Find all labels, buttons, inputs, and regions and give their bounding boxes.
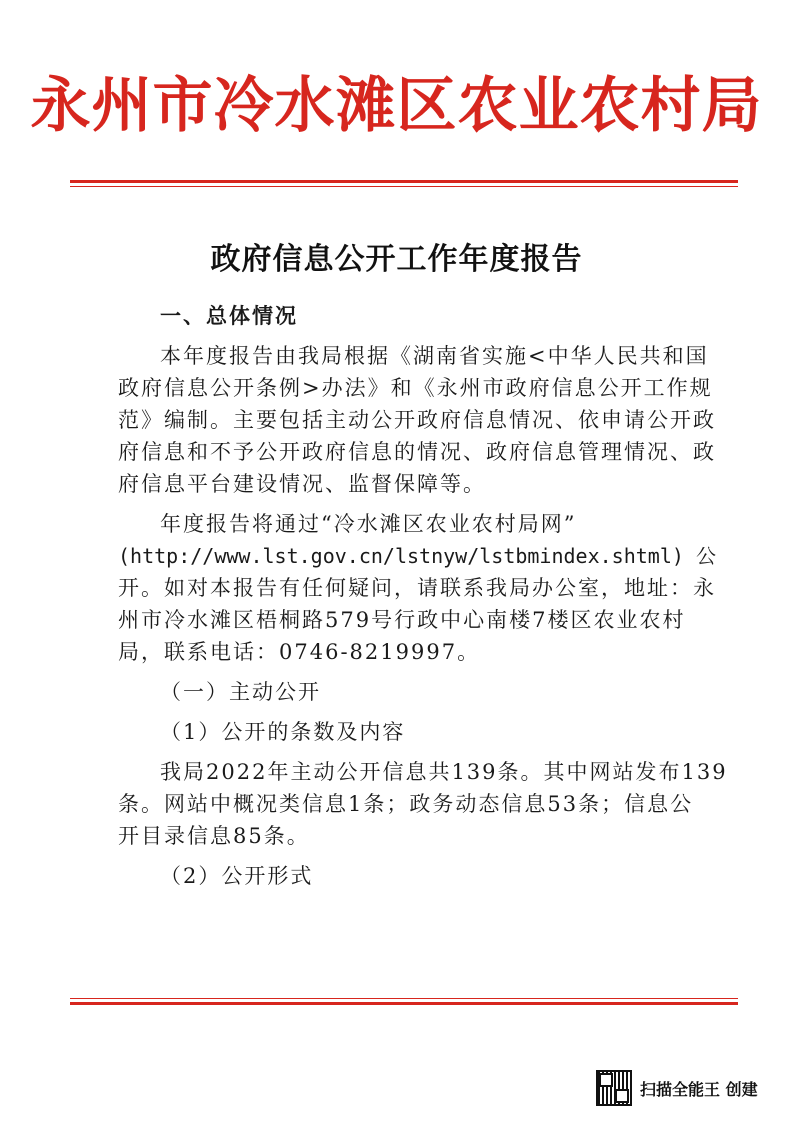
footer-divider bbox=[70, 998, 738, 1005]
paragraph-line: 本年度报告由我局根据《湖南省实施<中华人民共和国 bbox=[160, 344, 709, 368]
paragraph-line: 范》编制。主要包括主动公开政府信息情况、依申请公开政 bbox=[118, 408, 716, 432]
header-divider bbox=[70, 180, 738, 187]
paragraph-line: 开目录信息85条。 bbox=[118, 824, 310, 848]
document-title: 政府信息公开工作年度报告 bbox=[210, 242, 583, 277]
qr-code-icon bbox=[596, 1070, 632, 1106]
paragraph-line: 年度报告将通过“冷水滩区农业农村局网” bbox=[160, 512, 577, 536]
paragraph-line: 开。如对本报告有任何疑问，请联系我局办公室，地址：永 bbox=[118, 576, 716, 600]
subsection-heading-disclosure-form: （2）公开形式 bbox=[160, 864, 314, 888]
paragraph-line: 府信息平台建设情况、监督保障等。 bbox=[118, 472, 486, 496]
scanner-watermark bbox=[596, 1068, 758, 1108]
paragraph-line: 局，联系电话：0746-8219997。 bbox=[118, 640, 481, 664]
organization-header: 永州市冷水滩区农业农村局 bbox=[30, 71, 763, 141]
paragraph-line: 政府信息公开条例>办法》和《永州市政府信息公开工作规 bbox=[118, 376, 713, 400]
scanner-label: 扫描全能王 创建 bbox=[640, 1079, 758, 1099]
subsection-heading-active-disclosure: （一）主动公开 bbox=[160, 680, 321, 704]
document-body bbox=[118, 300, 728, 892]
subsection-heading-count-content: （1）公开的条数及内容 bbox=[160, 720, 406, 744]
paragraph-line: 条。网站中概况类信息1条；政务动态信息53条；信息公 bbox=[118, 792, 694, 816]
paragraph-line: 我局2022年主动公开信息共139条。其中网站发布139 bbox=[160, 760, 728, 784]
paragraph-line: 府信息和不予公开政府信息的情况、政府信息管理情况、政 bbox=[118, 440, 716, 464]
section-heading-overview: 一、总体情况 bbox=[160, 304, 298, 328]
website-url-line: (http://www.lst.gov.cn/lstnyw/lstbmindex.shtml) 公 bbox=[118, 544, 716, 568]
paragraph-line: 州市冷水滩区梧桐路579号行政中心南楼7楼区农业农村 bbox=[118, 608, 686, 632]
